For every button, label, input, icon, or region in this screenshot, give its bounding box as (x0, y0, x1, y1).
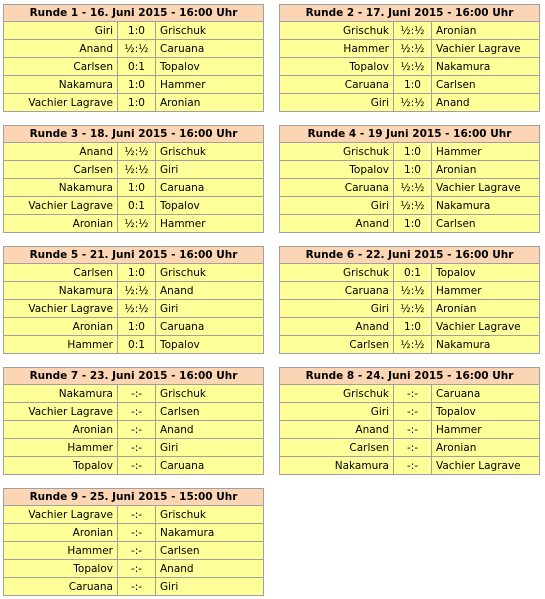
game-row (4, 542, 264, 560)
white-player: Giri (280, 403, 394, 421)
black-player: Anand (156, 282, 264, 300)
black-player: Topalov (432, 403, 540, 421)
game-row (280, 76, 540, 94)
white-player: Caruana (4, 578, 118, 596)
game-result: -:- (394, 457, 432, 475)
game-result: ½:½ (394, 336, 432, 354)
game-result: -:- (118, 524, 156, 542)
black-player: Topalov (156, 58, 264, 76)
black-player: Nakamura (156, 524, 264, 542)
game-row (4, 94, 264, 112)
game-row (280, 439, 540, 457)
round-1-table (3, 4, 264, 112)
game-row (280, 385, 540, 403)
black-player: Hammer (432, 421, 540, 439)
black-player: Nakamura (432, 197, 540, 215)
black-player: Carlsen (432, 76, 540, 94)
white-player: Grischuk (280, 143, 394, 161)
game-row (4, 76, 264, 94)
black-player: Giri (156, 439, 264, 457)
game-result: 0:1 (118, 58, 156, 76)
game-result: -:- (118, 439, 156, 457)
black-player: Giri (156, 578, 264, 596)
game-row (280, 318, 540, 336)
black-player: Hammer (432, 143, 540, 161)
white-player: Hammer (4, 542, 118, 560)
white-player: Caruana (280, 282, 394, 300)
white-player: Hammer (4, 336, 118, 354)
game-result: 1:0 (394, 215, 432, 233)
white-player: Aronian (4, 215, 118, 233)
black-player: Hammer (156, 76, 264, 94)
black-player: Caruana (156, 40, 264, 58)
round-2-table (279, 4, 540, 112)
game-row (4, 143, 264, 161)
game-result: 1:0 (118, 76, 156, 94)
white-player: Carlsen (280, 439, 394, 457)
round-1-title: Runde 1 - 16. Juni 2015 - 16:00 Uhr (4, 5, 264, 22)
game-result: ½:½ (394, 40, 432, 58)
game-row (4, 179, 264, 197)
game-row (4, 318, 264, 336)
game-row (4, 300, 264, 318)
white-player: Carlsen (4, 58, 118, 76)
black-player: Caruana (432, 385, 540, 403)
black-player: Grischuk (156, 22, 264, 40)
black-player: Vachier Lagrave (432, 318, 540, 336)
game-result: ½:½ (394, 300, 432, 318)
white-player: Caruana (280, 76, 394, 94)
game-result: ½:½ (394, 94, 432, 112)
game-result: -:- (118, 457, 156, 475)
round-9-title: Runde 9 - 25. Juni 2015 - 15:00 Uhr (4, 489, 264, 506)
white-player: Nakamura (280, 457, 394, 475)
round-5-title: Runde 5 - 21. Juni 2015 - 16:00 Uhr (4, 247, 264, 264)
black-player: Topalov (156, 197, 264, 215)
black-player: Giri (156, 300, 264, 318)
game-row (4, 421, 264, 439)
game-row (280, 161, 540, 179)
white-player: Aronian (4, 421, 118, 439)
black-player: Grischuk (156, 264, 264, 282)
game-row (280, 421, 540, 439)
game-row (4, 336, 264, 354)
black-player: Aronian (432, 300, 540, 318)
round-4-title: Runde 4 - 19 Juni 2015 - 16:00 Uhr (280, 126, 540, 143)
black-player: Vachier Lagrave (432, 40, 540, 58)
game-row (4, 161, 264, 179)
white-player: Nakamura (4, 385, 118, 403)
game-result: ½:½ (118, 282, 156, 300)
round-9-table (3, 488, 264, 596)
game-result: ½:½ (394, 179, 432, 197)
game-row (280, 403, 540, 421)
game-row (280, 58, 540, 76)
black-player: Anand (156, 421, 264, 439)
black-player: Grischuk (156, 385, 264, 403)
game-result: ½:½ (118, 143, 156, 161)
game-result: -:- (118, 542, 156, 560)
black-player: Carlsen (156, 542, 264, 560)
white-player: Giri (4, 22, 118, 40)
game-row (4, 40, 264, 58)
game-row (280, 197, 540, 215)
game-result: 1:0 (394, 143, 432, 161)
round-4-table (279, 125, 540, 233)
white-player: Anand (280, 318, 394, 336)
game-result: 1:0 (118, 22, 156, 40)
white-player: Nakamura (4, 282, 118, 300)
game-result: -:- (394, 421, 432, 439)
white-player: Anand (280, 215, 394, 233)
game-result: ½:½ (118, 40, 156, 58)
white-player: Nakamura (4, 76, 118, 94)
black-player: Carlsen (156, 403, 264, 421)
black-player: Hammer (156, 215, 264, 233)
game-row (280, 94, 540, 112)
game-row (280, 264, 540, 282)
black-player: Hammer (432, 282, 540, 300)
black-player: Giri (156, 161, 264, 179)
black-player: Vachier Lagrave (432, 179, 540, 197)
game-row (280, 22, 540, 40)
white-player: Hammer (280, 40, 394, 58)
game-result: -:- (118, 385, 156, 403)
black-player: Aronian (432, 161, 540, 179)
round-6-table (279, 246, 540, 354)
game-result: ½:½ (394, 282, 432, 300)
round-7-table (3, 367, 264, 475)
game-result: 1:0 (118, 318, 156, 336)
game-row (4, 197, 264, 215)
game-row (4, 578, 264, 596)
game-row (4, 282, 264, 300)
game-row (280, 457, 540, 475)
black-player: Grischuk (156, 143, 264, 161)
game-result: -:- (394, 439, 432, 457)
white-player: Vachier Lagrave (4, 506, 118, 524)
white-player: Anand (280, 421, 394, 439)
game-result: 0:1 (394, 264, 432, 282)
round-3-title: Runde 3 - 18. Juni 2015 - 16:00 Uhr (4, 126, 264, 143)
white-player: Grischuk (280, 385, 394, 403)
game-result: 1:0 (394, 161, 432, 179)
game-row (280, 179, 540, 197)
white-player: Vachier Lagrave (4, 197, 118, 215)
game-result: ½:½ (118, 300, 156, 318)
black-player: Carlsen (432, 215, 540, 233)
game-row (4, 385, 264, 403)
white-player: Hammer (4, 439, 118, 457)
game-row (280, 40, 540, 58)
white-player: Carlsen (280, 336, 394, 354)
game-row (280, 215, 540, 233)
game-row (280, 143, 540, 161)
game-result: 1:0 (394, 76, 432, 94)
white-player: Topalov (4, 457, 118, 475)
game-row (4, 560, 264, 578)
white-player: Vachier Lagrave (4, 403, 118, 421)
round-2-title: Runde 2 - 17. Juni 2015 - 16:00 Uhr (280, 5, 540, 22)
game-result: -:- (394, 403, 432, 421)
white-player: Caruana (280, 179, 394, 197)
white-player: Anand (4, 40, 118, 58)
game-result: ½:½ (394, 197, 432, 215)
white-player: Giri (280, 94, 394, 112)
game-result: ½:½ (118, 215, 156, 233)
game-row (280, 300, 540, 318)
white-player: Giri (280, 197, 394, 215)
black-player: Aronian (432, 439, 540, 457)
black-player: Nakamura (432, 336, 540, 354)
game-result: 0:1 (118, 197, 156, 215)
black-player: Aronian (156, 94, 264, 112)
game-row (4, 403, 264, 421)
game-result: -:- (394, 385, 432, 403)
round-7-title: Runde 7 - 23. Juni 2015 - 16:00 Uhr (4, 368, 264, 385)
black-player: Topalov (156, 336, 264, 354)
game-row (4, 215, 264, 233)
game-result: -:- (118, 421, 156, 439)
black-player: Caruana (156, 318, 264, 336)
game-row (4, 457, 264, 475)
game-result: 0:1 (118, 336, 156, 354)
white-player: Anand (4, 143, 118, 161)
white-player: Giri (280, 300, 394, 318)
round-6-title: Runde 6 - 22. Juni 2015 - 16:00 Uhr (280, 247, 540, 264)
black-player: Caruana (156, 457, 264, 475)
black-player: Vachier Lagrave (432, 457, 540, 475)
game-row (4, 506, 264, 524)
white-player: Nakamura (4, 179, 118, 197)
game-result: -:- (118, 403, 156, 421)
round-8-table (279, 367, 540, 475)
white-player: Topalov (280, 161, 394, 179)
game-row (4, 264, 264, 282)
game-result: -:- (118, 560, 156, 578)
white-player: Topalov (280, 58, 394, 76)
game-result: 1:0 (118, 179, 156, 197)
game-result: 1:0 (394, 318, 432, 336)
round-3-table (3, 125, 264, 233)
game-row (4, 524, 264, 542)
white-player: Aronian (4, 318, 118, 336)
black-player: Anand (432, 94, 540, 112)
game-result: 1:0 (118, 264, 156, 282)
black-player: Anand (156, 560, 264, 578)
game-row (4, 22, 264, 40)
game-row (4, 58, 264, 76)
black-player: Topalov (432, 264, 540, 282)
black-player: Nakamura (432, 58, 540, 76)
black-player: Grischuk (156, 506, 264, 524)
white-player: Carlsen (4, 264, 118, 282)
white-player: Topalov (4, 560, 118, 578)
game-result: -:- (118, 578, 156, 596)
game-row (280, 282, 540, 300)
white-player: Grischuk (280, 264, 394, 282)
white-player: Grischuk (280, 22, 394, 40)
game-result: ½:½ (118, 161, 156, 179)
white-player: Carlsen (4, 161, 118, 179)
white-player: Vachier Lagrave (4, 94, 118, 112)
game-result: ½:½ (394, 58, 432, 76)
white-player: Aronian (4, 524, 118, 542)
round-5-table (3, 246, 264, 354)
white-player: Vachier Lagrave (4, 300, 118, 318)
game-row (280, 336, 540, 354)
game-result: -:- (118, 506, 156, 524)
black-player: Caruana (156, 179, 264, 197)
black-player: Aronian (432, 22, 540, 40)
game-result: 1:0 (118, 94, 156, 112)
game-result: ½:½ (394, 22, 432, 40)
game-row (4, 439, 264, 457)
round-8-title: Runde 8 - 24. Juni 2015 - 16:00 Uhr (280, 368, 540, 385)
